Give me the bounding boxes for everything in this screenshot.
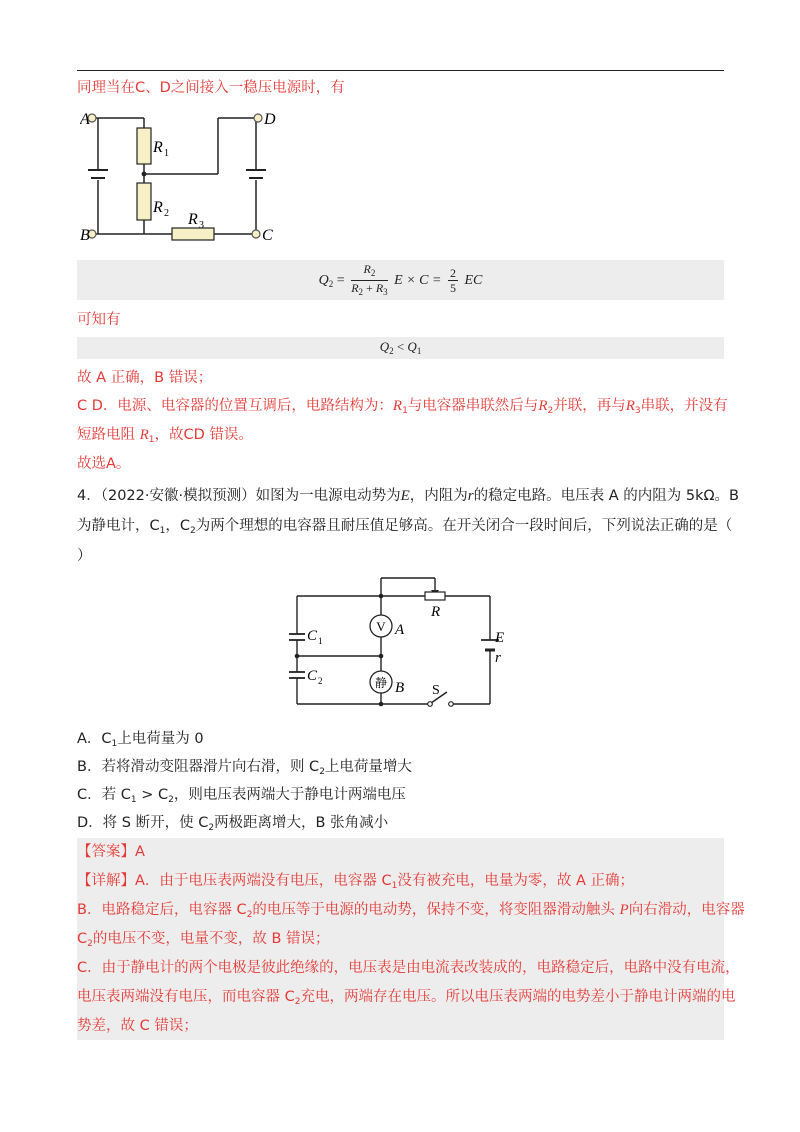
header-rule xyxy=(77,70,724,71)
label-a: A xyxy=(80,111,90,128)
resistor-r3 xyxy=(172,228,214,240)
question-4-line2: 为静电计，$C_1$，$C_2$为两个理想的电容器且耐压值足够高。在开关闭合一段时间后，下列说法正确的是（ xyxy=(77,518,733,536)
equation-band-1 xyxy=(77,260,724,300)
answer-detail-3: $C_2$的电压不变，电量不变，故 B 错误； xyxy=(77,931,330,949)
label-r3-sub: 3 xyxy=(199,220,204,231)
circuit-diagram-2 xyxy=(285,572,520,712)
equation-q2-lt-q1: $Q_2 < Q_1$ xyxy=(379,339,422,356)
label-c: C xyxy=(262,227,273,244)
equation-band-2 xyxy=(77,337,724,359)
electrometer-symbol: 静 xyxy=(374,676,388,690)
label-c2: C xyxy=(307,668,318,684)
label-s: S xyxy=(432,683,440,698)
answer-detail-1: 【详解】A．由于电压表两端没有电压，电容器 $C_1$没有被充电，电量为零，故 A 正确； xyxy=(77,873,635,891)
answer-detail-4: C．由于静电计的两个电极是彼此绝缘的，电压表是由电流表改装成的，电路稳定后，电路中没有电流， xyxy=(77,960,740,976)
option-b: B．若将滑动变阻器滑片向右滑，则 $C_2$上电荷量增大 xyxy=(77,759,412,777)
equation-q2: $Q_2$ = $\frac{R_2}{R_2 + R_3}$ E × C = $\frac{2}{5}$ EC xyxy=(318,262,483,297)
answer-detail-2: B．电路稳定后，电容器 $C_2$的电压等于电源的电动势，保持不变，将变阻器滑动触头 P向右滑动，电容器 xyxy=(77,902,745,920)
kezhi-text: 可知有 xyxy=(77,312,121,328)
answer-label: 【答案】A xyxy=(77,844,145,860)
label-b: B xyxy=(80,227,90,244)
cd-explanation-line1: C D．电源、电容器的位置互调后，电路结构为：$R_1$与电容器串联然后与$R_2$并联，再与$R_3$串联，并没有 xyxy=(77,398,728,416)
resistor-r1 xyxy=(137,128,151,164)
label-c2-sub: 2 xyxy=(318,676,323,686)
question-4-line1: 4．（2022·安徽·模拟预测）如图为一电源电动势为E，内阻为r的稳定电路。电压表 A 的内阻为 5kΩ。B xyxy=(77,488,740,504)
label-r-rheostat: R xyxy=(431,604,441,620)
resistor-r2 xyxy=(137,183,151,220)
circuit-diagram-1 xyxy=(80,108,280,248)
conclusion-ab: 故 A 正确，B 错误； xyxy=(77,370,213,386)
terminal-d xyxy=(254,114,262,122)
label-r3: R xyxy=(188,211,198,228)
label-r-internal: r xyxy=(495,650,501,666)
rheostat-r xyxy=(425,592,445,600)
label-r2: R xyxy=(153,199,163,216)
label-d: D xyxy=(264,111,276,128)
cd-explanation-line2: 短路电阻 $R_1$，故CD 错误。 xyxy=(77,427,253,445)
voltmeter-symbol: V xyxy=(376,619,386,634)
label-c1-sub: 1 xyxy=(318,636,323,646)
label-r1-sub: 1 xyxy=(164,148,169,159)
question-4-line3: ） xyxy=(77,548,92,564)
label-c1: C xyxy=(307,628,318,644)
terminal-c xyxy=(252,230,260,238)
choose-answer: 故选A。 xyxy=(77,456,131,472)
label-r2-sub: 2 xyxy=(164,208,169,219)
option-d: D．将 S 断开，使 $C_2$两极距离增大，B 张角减小 xyxy=(77,815,389,833)
option-c: C．若 $C_1 > C_2$，则电压表两端大于静电计两端电压 xyxy=(77,787,406,805)
label-r1: R xyxy=(153,139,163,156)
label-a-meter: A xyxy=(395,622,405,638)
label-b-meter: B xyxy=(395,680,405,696)
answer-detail-6: 势差，故 C 错误； xyxy=(77,1018,198,1034)
option-a: A．$C_1$上电荷量为 0 xyxy=(77,731,204,749)
answer-detail-5: 电压表两端没有电压，而电容器 $C_2$充电，两端存在电压。所以电压表两端的电势差小于静电计两端的电 xyxy=(77,989,736,1007)
label-e: E xyxy=(495,630,505,646)
intro-text: 同理当在C、D之间接入一稳压电源时，有 xyxy=(77,80,345,96)
